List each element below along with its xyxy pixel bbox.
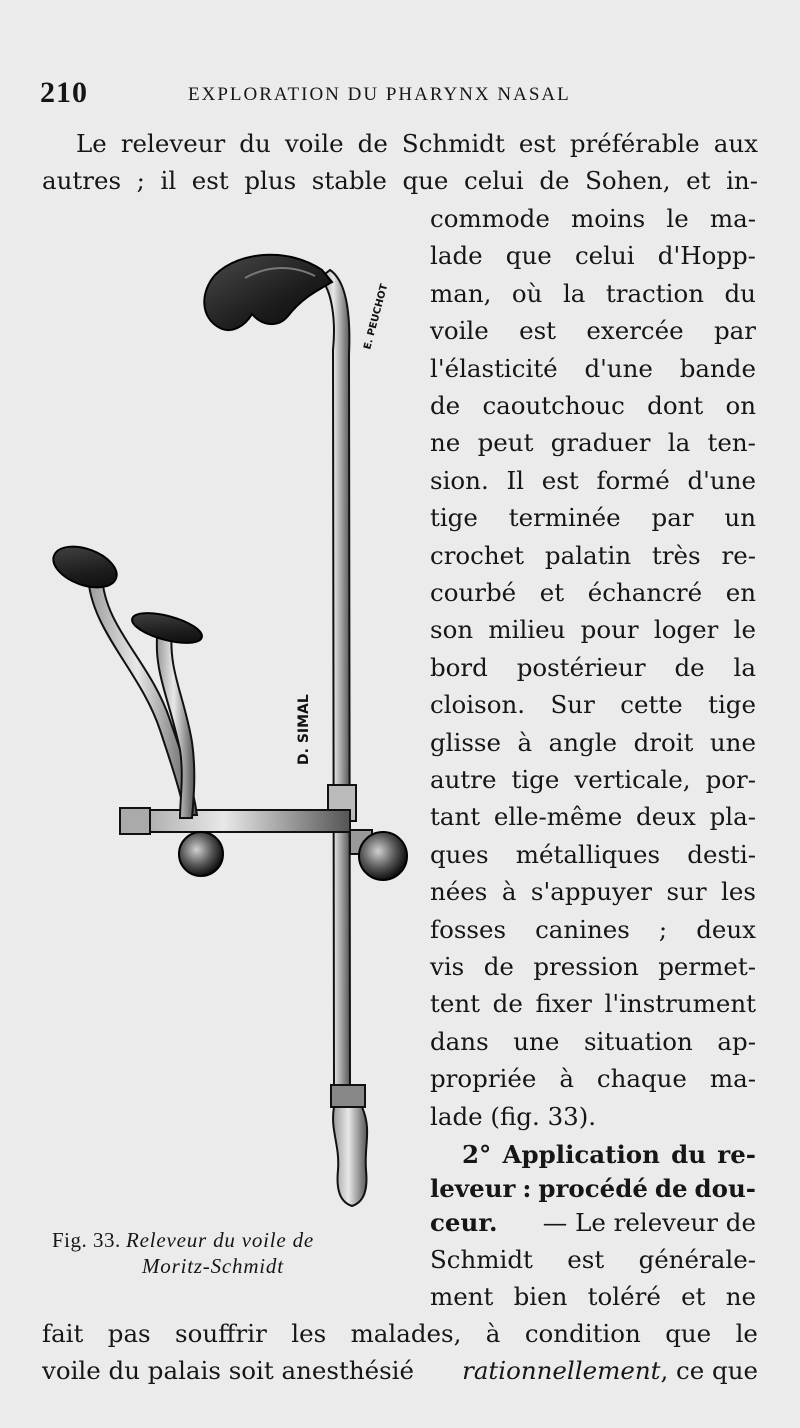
text-line: nées à s'appuyer sur les — [430, 877, 756, 907]
text-line: man, où la traction du — [430, 278, 756, 308]
text-line: fait pas souffrir les malades, à condition que le — [42, 1319, 758, 1348]
running-title: EXPLORATION DU PHARYNX NASAL — [188, 84, 571, 105]
text-segment: voile du palais soit anesthésié — [42, 1356, 415, 1385]
section-text: — Le releveur de — [542, 1208, 756, 1237]
text-line: leveur : procédé de dou- — [430, 1174, 756, 1203]
text-line: voile est exercée par — [430, 316, 756, 346]
text-line: de caoutchouc dont on — [430, 391, 756, 420]
text-line: autre tige verticale, por- — [430, 765, 756, 794]
pressure-screw-left — [179, 832, 223, 876]
text-line: 2° Application du re- — [462, 1140, 756, 1169]
canine-plate-1 — [48, 539, 122, 595]
text-segment: , ce que — [660, 1356, 758, 1385]
text-line: dans une situation ap- — [430, 1026, 756, 1056]
text-line: glisse à angle droit une — [430, 727, 756, 757]
pressure-screw-right — [359, 832, 407, 880]
page-number: 210 — [40, 76, 88, 109]
text-line: courbé et échancré en — [430, 578, 756, 607]
section-heading-end: ceur. — [430, 1208, 498, 1237]
text-line: l'élasticité d'une bande — [430, 353, 756, 383]
text-line: vis de pression permet- — [430, 952, 756, 981]
text-line — [430, 1205, 756, 1241]
text-line: ne peut graduer la ten- — [430, 428, 756, 458]
cross-bar — [120, 810, 350, 832]
text-line: bord postérieur de la — [430, 652, 756, 682]
caption-line-2: Moritz-Schmidt — [142, 1254, 284, 1278]
text-line: lade que celui d'Hopp- — [430, 241, 756, 271]
handle — [333, 1107, 367, 1206]
main-rod — [320, 270, 350, 1090]
text-line: fosses canines ; deux — [430, 914, 756, 944]
text-line: tent de fixer l'instrument — [430, 989, 756, 1019]
text-line: sion. Il est formé d'une — [430, 465, 756, 495]
artist-signature: D. SIMAL — [296, 694, 312, 765]
engraver-signature: E. PEUCHOT — [362, 282, 391, 351]
text-line: propriée à chaque ma- — [430, 1064, 756, 1094]
text-line — [42, 1353, 758, 1389]
handle-collar — [331, 1085, 365, 1107]
page-header — [40, 76, 760, 116]
text-line: Schmidt est générale- — [430, 1245, 756, 1274]
text-line: tant elle-même deux pla- — [430, 802, 756, 832]
text-line: son milieu pour loger le — [430, 615, 756, 645]
text-line: ques métalliques desti- — [430, 839, 756, 869]
italic-word: rationnellement — [462, 1356, 661, 1385]
text-line: ment bien toléré et ne — [430, 1282, 756, 1311]
text-line: autres ; il est plus stable que celui de Sohen, et in- — [42, 166, 758, 195]
figure-caption — [52, 1227, 392, 1279]
caption-line-1: Releveur du voile de — [126, 1228, 315, 1252]
text-line: commode moins le ma- — [430, 204, 756, 233]
palatine-hook — [204, 255, 332, 330]
text-line: tige terminée par un — [430, 503, 756, 533]
text-line: cloison. Sur cette tige — [430, 690, 756, 720]
figure-33-instrument — [40, 230, 430, 1220]
caption-label: Fig. 33. — [52, 1228, 121, 1252]
text-line: lade (fig. 33). — [430, 1101, 597, 1131]
text-segment — [462, 1353, 758, 1389]
text-line: Le releveur du voile de Schmidt est préférable aux — [76, 129, 758, 158]
text-line: crochet palatin très re- — [430, 540, 756, 570]
